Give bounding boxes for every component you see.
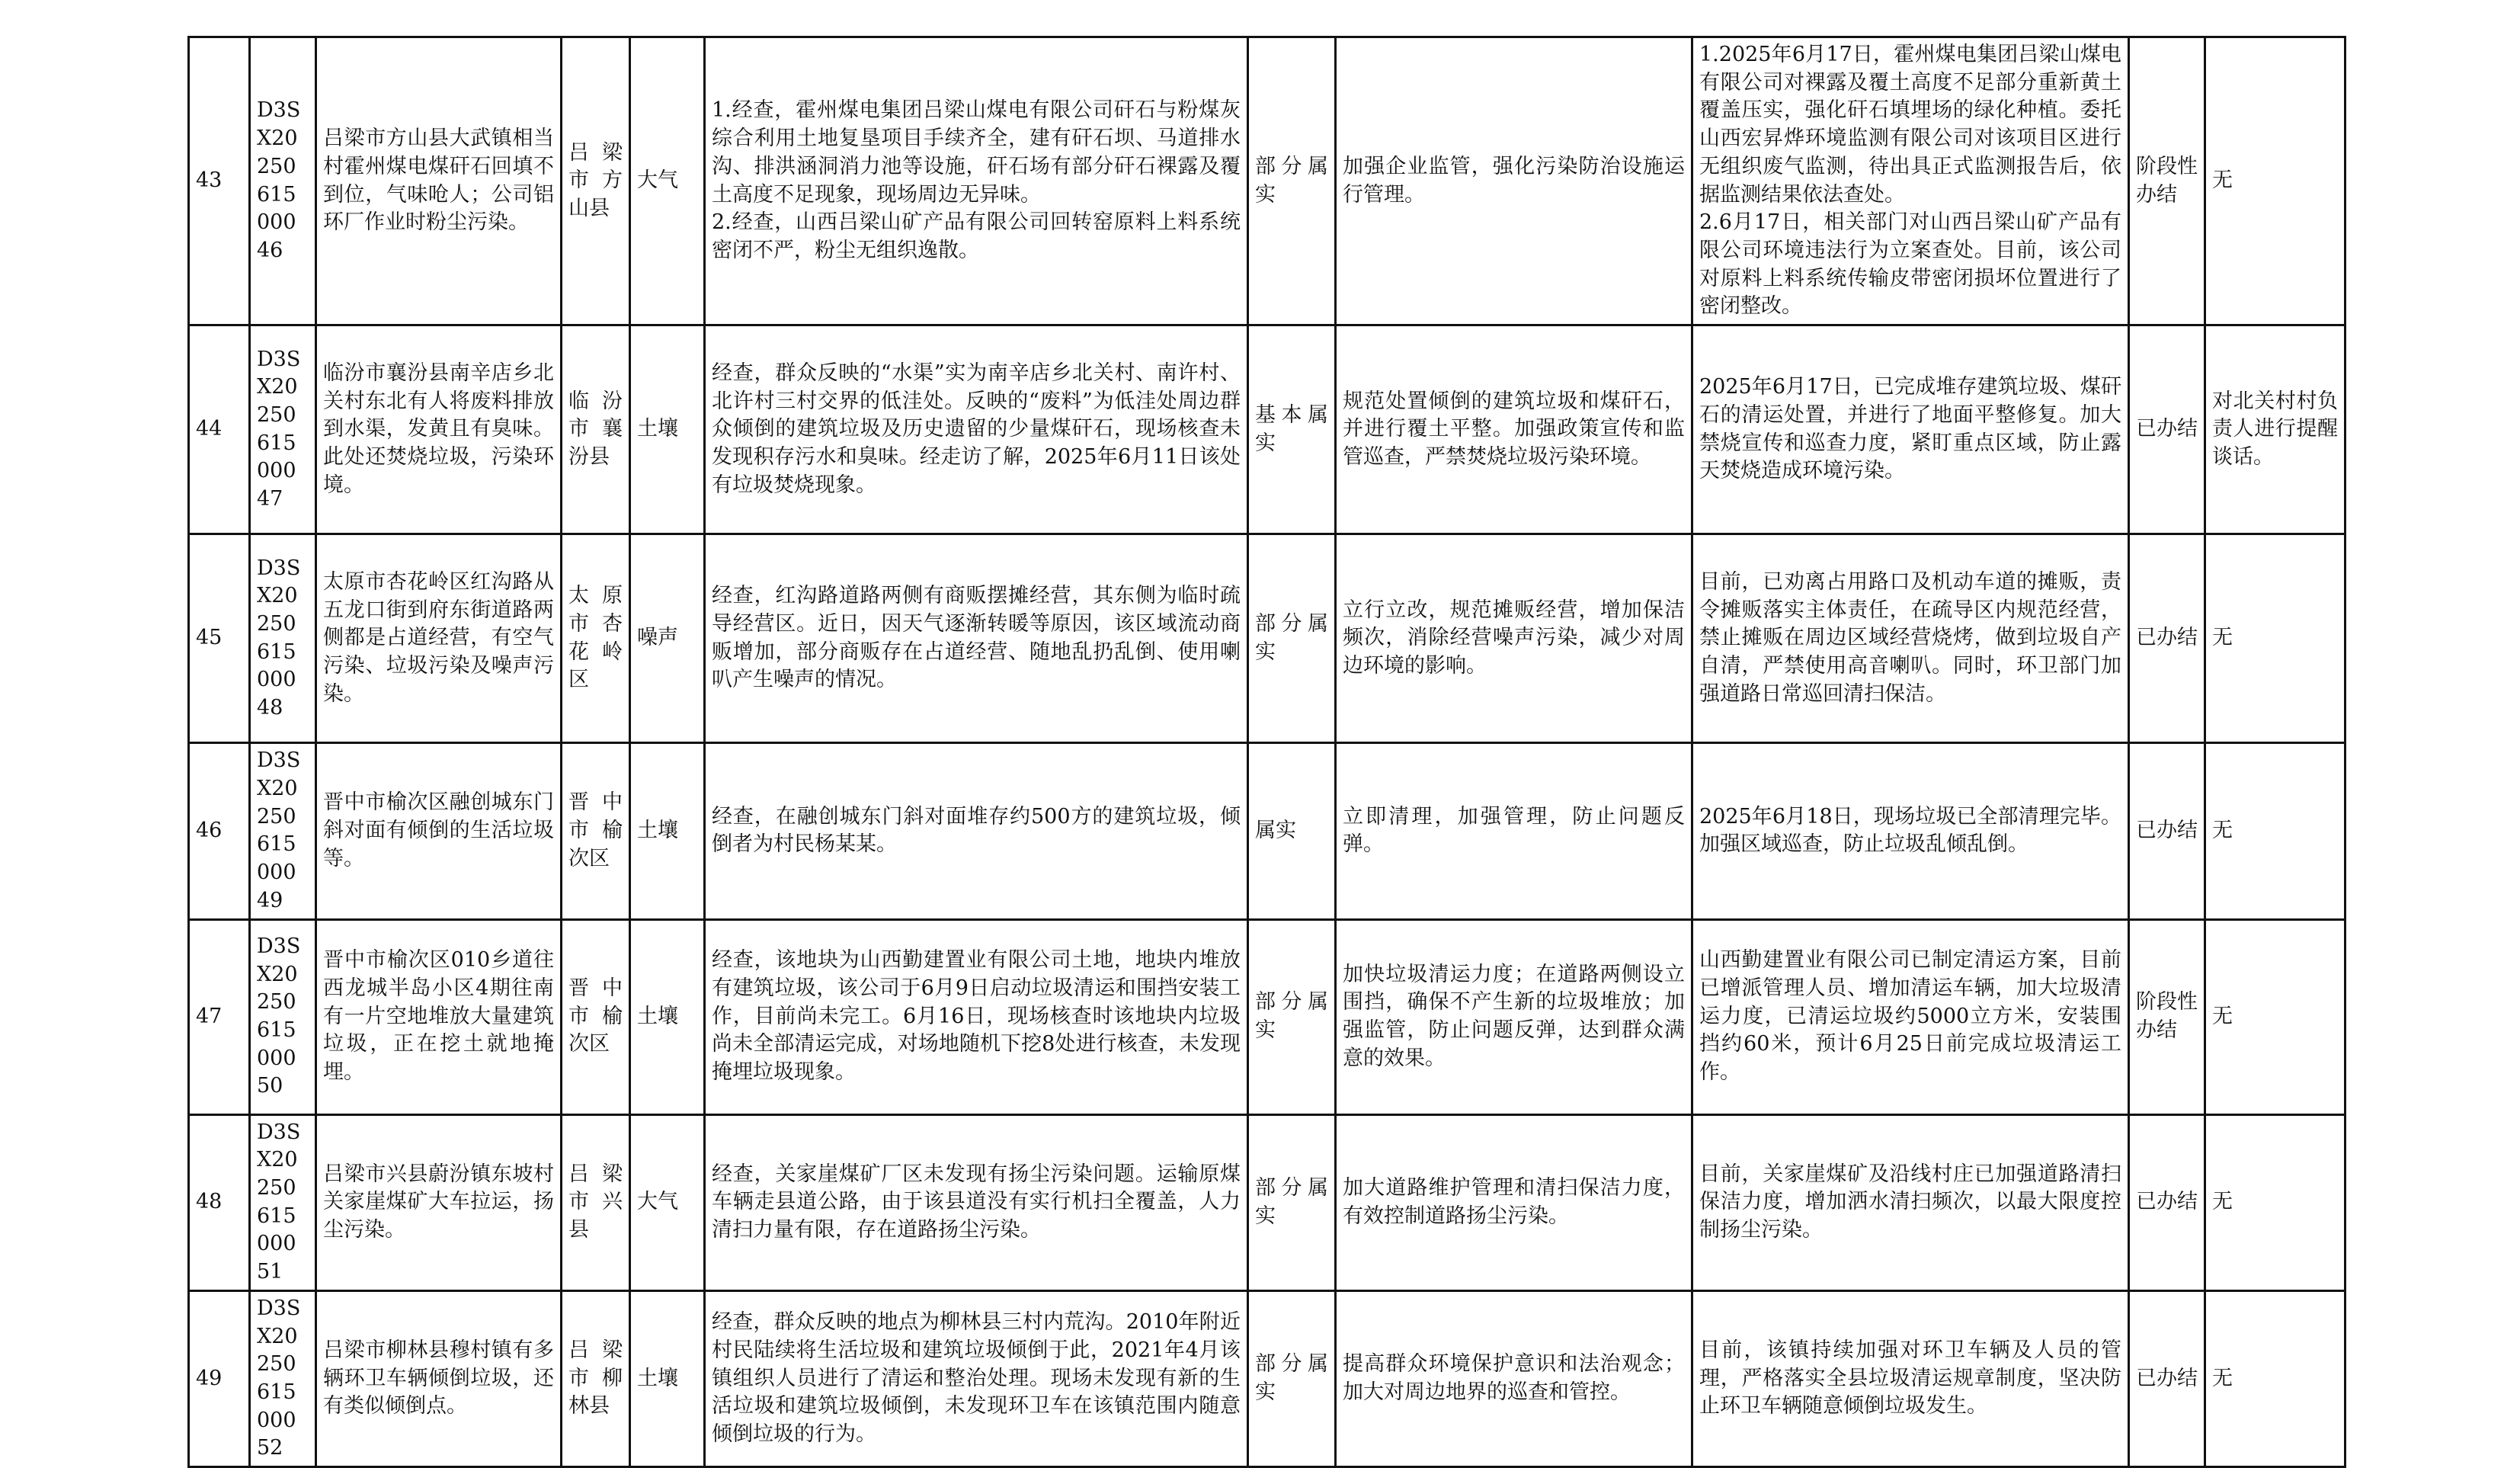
row-index: 48 [189, 1114, 250, 1290]
pollution-type: 大气 [630, 37, 705, 325]
investigation-result: 经查，群众反映的“水渠”实为南辛店乡北关村、南许村、北许村三村交界的低洼处。反映的“废料”为低洼处周边群众倾倒的建筑垃圾及历史遗留的少量煤矸石，现场核查未发现积存污水和臭味。经走访了解，2025年6月11日该处有垃圾焚烧现象。 [705, 325, 1248, 534]
completion-status: 已办结 [2129, 1114, 2205, 1290]
region: 吕梁市方山县 [562, 37, 630, 325]
rectification-measures: 加大道路维护管理和清扫保洁力度，有效控制道路扬尘污染。 [1336, 1114, 1692, 1290]
rectification-progress: 2025年6月17日，已完成堆存建筑垃圾、煤矸石的清运处置，并进行了地面平整修复。加大禁烧宣传和巡查力度，紧盯重点区域，防止露天焚烧造成环境污染。 [1692, 325, 2129, 534]
pollution-type: 大气 [630, 1114, 705, 1290]
table-row [189, 1114, 2345, 1290]
investigation-result: 经查，该地块为山西勤建置业有限公司土地，地块内堆放有建筑垃圾，该公司于6月9日启动垃圾清运和围挡安装工作，目前尚未完工。6月16日，现场核查时该地块内垃圾尚未全部清运完成，对场地随机下挖8处进行核查，未发现掩埋垃圾现象。 [705, 919, 1248, 1114]
rectification-progress: 2025年6月18日，现场垃圾已全部清理完毕。加强区域巡查，防止垃圾乱倾乱倒。 [1692, 743, 2129, 919]
complaint-content: 吕梁市兴县蔚汾镇东坡村关家崖煤矿大车拉运，扬尘污染。 [316, 1114, 562, 1290]
complaint-content: 太原市杏花岭区红沟路从五龙口街到府东街道路两侧都是占道经营，有空气污染、垃圾污染及噪声污染。 [316, 534, 562, 743]
rectification-measures: 规范处置倾倒的建筑垃圾和煤矸石，并进行覆土平整。加强政策宣传和监管巡查，严禁焚烧垃圾污染环境。 [1336, 325, 1692, 534]
complaint-content: 晋中市榆次区010乡道往西龙城半岛小区4期往南有一片空地堆放大量建筑垃圾，正在挖土就地掩埋。 [316, 919, 562, 1114]
table-row [189, 1290, 2345, 1466]
pollution-type: 土壤 [630, 919, 705, 1114]
complaint-content: 吕梁市方山县大武镇相当村霍州煤电煤矸石回填不到位，气味呛人；公司铝环厂作业时粉尘污染。 [316, 37, 562, 325]
case-code: D3SX2025061500050 [250, 919, 316, 1114]
verdict: 部分属实 [1248, 1290, 1336, 1466]
verdict: 部分属实 [1248, 534, 1336, 743]
pollution-type: 土壤 [630, 1290, 705, 1466]
complaint-content: 晋中市榆次区融创城东门斜对面有倾倒的生活垃圾等。 [316, 743, 562, 919]
complaint-content: 吕梁市柳林县穆村镇有多辆环卫车辆倾倒垃圾，还有类似倾倒点。 [316, 1290, 562, 1466]
verdict: 基本属实 [1248, 325, 1336, 534]
row-index: 45 [189, 534, 250, 743]
rectification-progress: 山西勤建置业有限公司已制定清运方案，目前已增派管理人员、增加清运车辆，加大垃圾清运力度，已清运垃圾约5000立方米，安装围挡约60米，预计6月25日前完成垃圾清运工作。 [1692, 919, 2129, 1114]
case-code: D3SX2025061500047 [250, 325, 316, 534]
table-row [189, 743, 2345, 919]
verdict: 部分属实 [1248, 919, 1336, 1114]
verdict: 部分属实 [1248, 37, 1336, 325]
table-row [189, 37, 2345, 325]
rectification-measures: 加快垃圾清运力度；在道路两侧设立围挡，确保不产生新的垃圾堆放；加强监管，防止问题反弹，达到群众满意的效果。 [1336, 919, 1692, 1114]
table-row [189, 534, 2345, 743]
accountability: 无 [2205, 1290, 2345, 1466]
accountability: 无 [2205, 534, 2345, 743]
region: 吕梁市兴县 [562, 1114, 630, 1290]
region: 吕梁市柳林县 [562, 1290, 630, 1466]
accountability: 对北关村村负责人进行提醒谈话。 [2205, 325, 2345, 534]
completion-status: 阶段性办结 [2129, 919, 2205, 1114]
case-code: D3SX2025061500051 [250, 1114, 316, 1290]
case-code: D3SX2025061500049 [250, 743, 316, 919]
case-code: D3SX2025061500052 [250, 1290, 316, 1466]
verdict: 属实 [1248, 743, 1336, 919]
verdict: 部分属实 [1248, 1114, 1336, 1290]
region: 晋中市榆次区 [562, 743, 630, 919]
investigation-result: 1.经查，霍州煤电集团吕梁山煤电有限公司矸石与粉煤灰综合利用土地复垦项目手续齐全，建有矸石坝、马道排水沟、排洪涵洞消力池等设施，矸石场有部分矸石裸露及覆土高度不足现象，现场周边无异味。 2.经查，山西吕梁山矿产品有限公司回转窑原料上料系统密闭不严，粉尘无组织逸散。 [705, 37, 1248, 325]
complaint-content: 临汾市襄汾县南辛店乡北关村东北有人将废料排放到水渠，发黄且有臭味。此处还焚烧垃圾，污染环境。 [316, 325, 562, 534]
investigation-result: 经查，红沟路道路两侧有商贩摆摊经营，其东侧为临时疏导经营区。近日，因天气逐渐转暖等原因，该区域流动商贩增加，部分商贩存在占道经营、随地乱扔乱倒、使用喇叭产生噪声的情况。 [705, 534, 1248, 743]
table-row [189, 325, 2345, 534]
table-row [189, 919, 2345, 1114]
rectification-measures: 立行立改，规范摊贩经营，增加保洁频次，消除经营噪声污染，减少对周边环境的影响。 [1336, 534, 1692, 743]
completion-status: 已办结 [2129, 325, 2205, 534]
row-index: 49 [189, 1290, 250, 1466]
rectification-progress: 目前，关家崖煤矿及沿线村庄已加强道路清扫保洁力度，增加洒水清扫频次，以最大限度控制扬尘污染。 [1692, 1114, 2129, 1290]
accountability: 无 [2205, 919, 2345, 1114]
region: 晋中市榆次区 [562, 919, 630, 1114]
accountability: 无 [2205, 37, 2345, 325]
investigation-result: 经查，群众反映的地点为柳林县三村内荒沟。2010年附近村民陆续将生活垃圾和建筑垃圾倾倒于此，2021年4月该镇组织人员进行了清运和整治处理。现场未发现有新的生活垃圾和建筑垃圾倾倒，未发现环卫车在该镇范围内随意倾倒垃圾的行为。 [705, 1290, 1248, 1466]
complaint-table [187, 36, 2346, 1468]
row-index: 47 [189, 919, 250, 1114]
region: 临汾市襄汾县 [562, 325, 630, 534]
rectification-progress: 目前，已劝离占用路口及机动车道的摊贩，责令摊贩落实主体责任，在疏导区内规范经营，禁止摊贩在周边区域经营烧烤，做到垃圾自产自清，严禁使用高音喇叭。同时，环卫部门加强道路日常巡回清扫保洁。 [1692, 534, 2129, 743]
case-code: D3SX2025061500046 [250, 37, 316, 325]
row-index: 46 [189, 743, 250, 919]
rectification-progress: 目前，该镇持续加强对环卫车辆及人员的管理，严格落实全县垃圾清运规章制度，坚决防止环卫车辆随意倾倒垃圾发生。 [1692, 1290, 2129, 1466]
row-index: 43 [189, 37, 250, 325]
region: 太原市杏花岭区 [562, 534, 630, 743]
rectification-progress: 1.2025年6月17日，霍州煤电集团吕梁山煤电有限公司对裸露及覆土高度不足部分重新黄土覆盖压实，强化矸石填埋场的绿化种植。委托山西宏昇烨环境监测有限公司对该项目区进行无组织废气监测，待出具正式监测报告后，依据监测结果依法查处。 2.6月17日，相关部门对山西吕梁山矿产品有限公司环境违法行为立案查处。目前，该公司对原料上料系统传输皮带密闭损坏位置进行了密闭整改。 [1692, 37, 2129, 325]
investigation-result: 经查，在融创城东门斜对面堆存约500方的建筑垃圾，倾倒者为村民杨某某。 [705, 743, 1248, 919]
completion-status: 阶段性办结 [2129, 37, 2205, 325]
rectification-measures: 立即清理，加强管理，防止问题反弹。 [1336, 743, 1692, 919]
row-index: 44 [189, 325, 250, 534]
accountability: 无 [2205, 1114, 2345, 1290]
completion-status: 已办结 [2129, 534, 2205, 743]
rectification-measures: 加强企业监管，强化污染防治设施运行管理。 [1336, 37, 1692, 325]
completion-status: 已办结 [2129, 1290, 2205, 1466]
accountability: 无 [2205, 743, 2345, 919]
pollution-type: 土壤 [630, 743, 705, 919]
completion-status: 已办结 [2129, 743, 2205, 919]
pollution-type: 土壤 [630, 325, 705, 534]
rectification-measures: 提高群众环境保护意识和法治观念；加大对周边地界的巡查和管控。 [1336, 1290, 1692, 1466]
investigation-result: 经查，关家崖煤矿厂区未发现有扬尘污染问题。运输原煤车辆走县道公路，由于该县道没有实行机扫全覆盖，人力清扫力量有限，存在道路扬尘污染。 [705, 1114, 1248, 1290]
case-code: D3SX2025061500048 [250, 534, 316, 743]
pollution-type: 噪声 [630, 534, 705, 743]
